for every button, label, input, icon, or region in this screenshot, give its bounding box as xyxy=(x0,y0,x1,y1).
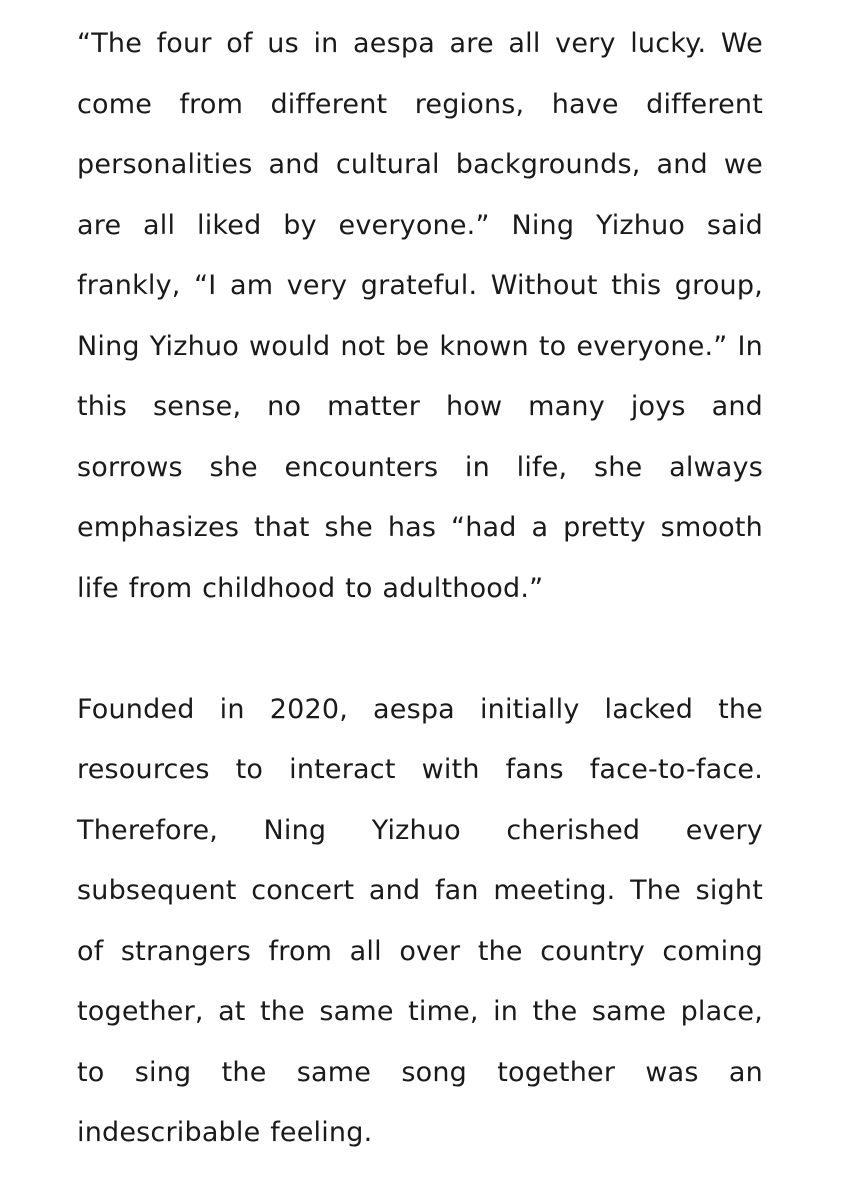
paragraph-gratitude: “The four of us in aespa are all very lucky. We come from different regions, have different personalities and cultural backgrounds, and we are all liked by everyone.” Ning Yizhuo said frankly, “I am very grateful. Without this group, Ning Yizhuo would not be known to everyone.” In this sense, no matter how many joys and sorrows she encounters in life, she always emphasizes that she has “had a pretty smooth life from childhood to adulthood.” xyxy=(77,28,763,604)
article-body xyxy=(77,14,763,1164)
paragraph-founding: Founded in 2020, aespa initially lacked the resources to interact with fans face-to-face. Therefore, Ning Yizhuo cherished every subsequent concert and fan meeting. The sight of strangers from all over the country coming together, at the same time, in the same place, to sing the same song together was an indescribable feeling. xyxy=(77,693,763,1148)
